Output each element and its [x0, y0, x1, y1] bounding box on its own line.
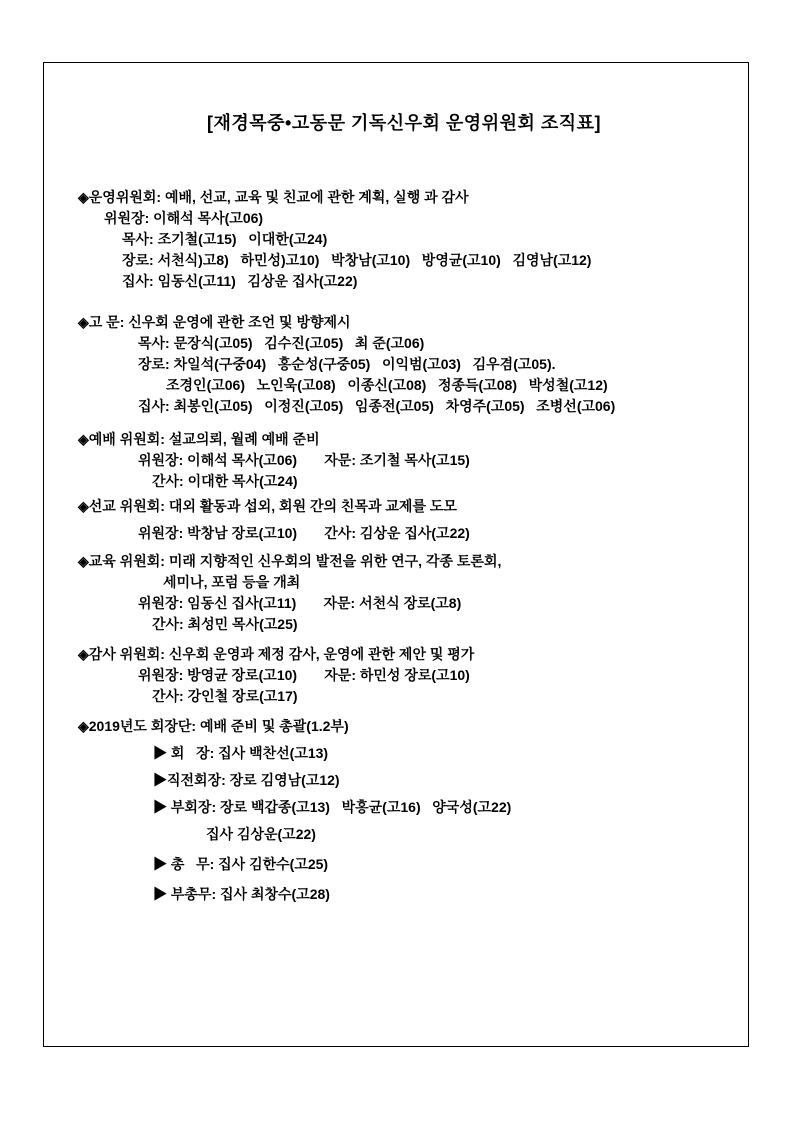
text-line: 위원장: 박창남 장로(고10) 간사: 김상운 집사(고22): [138, 525, 470, 541]
text-line: 위원장: 이해석 목사(고06): [104, 210, 264, 226]
text-line: 간사: 강인철 장로(고17): [152, 688, 298, 704]
text-line: 목사: 조기철(고15) 이대한(고24): [122, 231, 328, 247]
text-line: 간사: 최성민 목사(고25): [152, 616, 298, 632]
document-title: [재경목중•고동문 기독신우회 운영위원회 조직표]: [206, 113, 602, 133]
text-line: ▶ 총 무: 집사 김한수(고25): [153, 856, 329, 872]
section-2019-officers: [78, 716, 730, 905]
text-line: 위원장: 임동신 집사(고11) 자문: 서천식 장로(고8): [138, 595, 462, 611]
page-border: [43, 62, 749, 1047]
section-heading: ◈선교 위원회: 대외 활동과 섭외, 회원 간의 친목과 교제를 도모: [78, 498, 457, 514]
section-education-committee: [78, 551, 730, 635]
text-line: 위원장: 이해석 목사(고06) 자문: 조기철 목사(고15): [138, 452, 470, 468]
text-line: 목사: 문장식(고05) 김수진(고05) 최 준(고06): [138, 335, 425, 351]
section-audit-committee: [78, 644, 730, 707]
section-heading: ◈예배 위원회: 설교의뢰, 월례 예배 준비: [78, 431, 320, 447]
text-line: ▶ 부총무: 집사 최창수(고28): [153, 886, 330, 902]
text-line: 간사: 이대한 목사(고24): [152, 473, 298, 489]
section-worship-committee: [78, 429, 730, 492]
text-line: 장로: 차일석(구중04) 홍순성(구중05) 이익범(고03) 김우겸(고05).: [138, 356, 556, 372]
text-line: ▶직전회장: 장로 김영남(고12): [153, 772, 340, 788]
text-line: 세미나, 포럼 등을 개최: [163, 574, 301, 590]
section-steering-committee: [78, 187, 730, 292]
section-advisors: [78, 312, 730, 417]
section-mission-committee: [78, 496, 730, 544]
section-heading: ◈감사 위원회: 신우회 운영과 제정 감사, 운영에 관한 제안 및 평가: [78, 646, 475, 662]
section-heading: ◈고 문: 신우회 운영에 관한 조언 및 방향제시: [78, 314, 351, 330]
section-heading: ◈2019년도 회장단: 예배 준비 및 총괄(1.2부): [78, 718, 349, 734]
text-line: ▶ 부회장: 장로 백갑종(고13) 박홍균(고16) 양국성(고22): [153, 799, 512, 815]
text-line: 집사: 임동신(고11) 김상운 집사(고22): [122, 273, 358, 289]
text-line: 집사 김상운(고22): [206, 826, 316, 842]
text-line: ▶ 회 장: 집사 백찬선(고13): [153, 745, 329, 761]
text-line: 위원장: 방영균 장로(고10) 자문: 하민성 장로(고10): [138, 667, 470, 683]
text-line: 조경인(고06) 노인욱(고08) 이종신(고08) 정종득(고08) 박성철(고12): [166, 377, 608, 393]
text-line: 집사: 최봉인(고05) 이정진(고05) 임종전(고05) 차영주(고05) 조병선(고06): [138, 398, 616, 414]
section-heading: ◈운영위원회: 예배, 선교, 교육 및 친교에 관한 계획, 실행 과 감사: [78, 189, 469, 205]
section-heading: ◈교육 위원회: 미래 지향적인 신우회의 발전을 위한 연구, 각종 토론회,: [78, 553, 502, 569]
text-line: 장로: 서천식)고8) 하민성)고10) 박창남(고10) 방영균(고10) 김영남(고12): [122, 252, 592, 268]
